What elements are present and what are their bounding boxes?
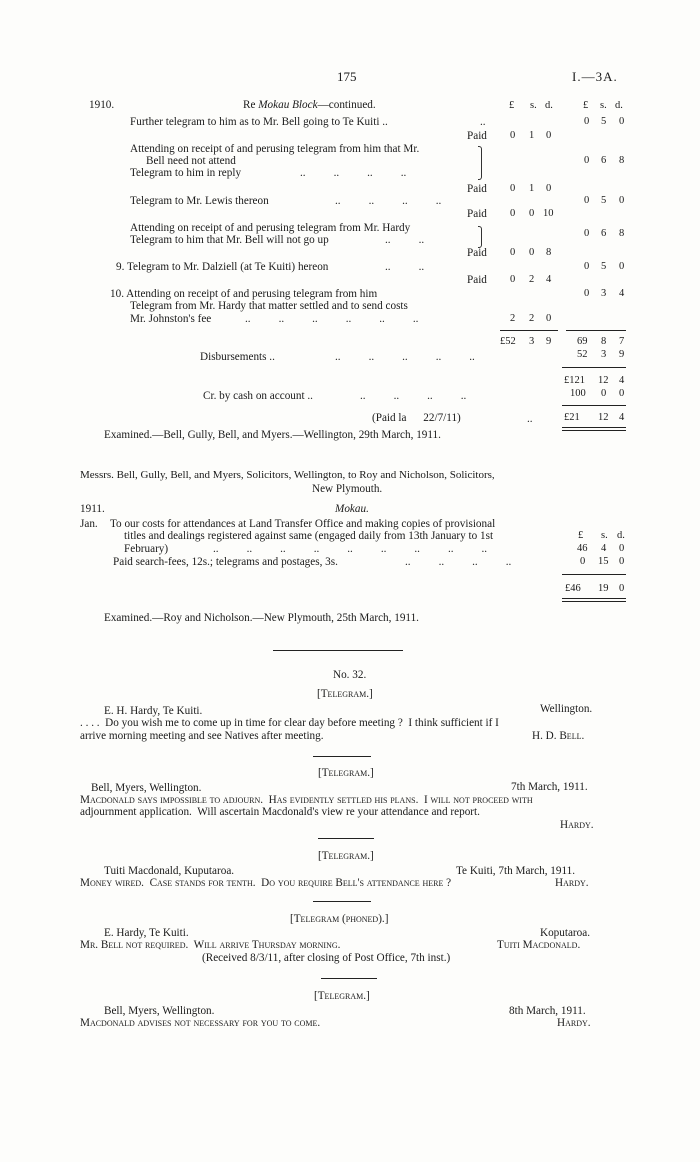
total-shillings: 19 (598, 583, 609, 594)
entry-line: Attending on receipt of and perusing telegram from him that Mr. (130, 143, 420, 155)
telegram-place: 7th March, 1911. (511, 781, 588, 793)
amount-shillings: 2 (529, 274, 535, 285)
total-pounds: £46 (565, 583, 581, 594)
amount-pounds: 0 (584, 195, 590, 206)
total-shillings: 12 (598, 375, 609, 386)
leader-dots: .. .. .. .. .. (335, 351, 475, 363)
col-pounds: £ (578, 530, 584, 541)
telegram-divider (313, 756, 371, 757)
amount-pounds: 0 (510, 208, 516, 219)
amount-pence: 8 (619, 155, 625, 166)
amount-pounds: 0 (510, 247, 516, 258)
amount-pounds: 0 (584, 155, 590, 166)
col-pounds-1: £ (509, 100, 515, 111)
sum-rule (562, 574, 626, 575)
telegram-place: 8th March, 1911. (509, 1005, 586, 1017)
amount-shillings: 0 (529, 247, 535, 258)
entry-line: Telegram from Mr. Hardy that matter settled and to send costs (130, 300, 408, 312)
leader-dots: .. (480, 116, 486, 128)
amount-pounds: 0 (584, 116, 590, 127)
amount-shillings: 0 (601, 388, 607, 399)
account-year: 1911. (80, 503, 105, 515)
entry-line: 10. Attending on receipt of and perusing telegram from him (110, 288, 378, 300)
page-number: 175 (337, 69, 357, 84)
amount-shillings: 1 (529, 130, 535, 141)
double-rule (562, 598, 626, 599)
amount-pence: 9 (619, 349, 625, 360)
amount-pence: 0 (619, 261, 625, 272)
amount-pence: 0 (546, 130, 552, 141)
amount-shillings: 5 (601, 261, 607, 272)
telegram-body: Money wired. Case stands for tenth. Do you require Bell's attendance here ? (80, 877, 452, 889)
amount-shillings: 5 (601, 195, 607, 206)
amount-pence: 4 (546, 274, 552, 285)
examined-line: Examined.—Roy and Nicholson.—New Plymouth, 25th March, 1911. (104, 612, 419, 624)
account-title: Mokau. (335, 503, 369, 515)
entry-line: February) (124, 543, 169, 555)
telegram-signature: Hardy. (560, 819, 594, 831)
total-pounds: £121 (564, 375, 585, 386)
telegram-signature: Tuiti Macdonald. (497, 939, 581, 951)
entry-line: 9. Telegram to Mr. Dalziell (at Te Kuiti) hereon (116, 261, 329, 273)
amount-shillings: 3 (601, 288, 607, 299)
col-shillings-1: s. (530, 100, 537, 111)
account-year: 1910. (89, 99, 115, 111)
subtotal-shillings: 3 (529, 336, 535, 347)
entry-line: Telegram to him that Mr. Bell will not go up (130, 234, 329, 246)
amount-pence: 4 (619, 288, 625, 299)
amount-pence: 0 (619, 116, 625, 127)
col-pounds-2: £ (583, 100, 589, 111)
entry-line: Bell need not attend (146, 155, 236, 167)
telegram-addressee: E. Hardy, Te Kuiti. (104, 927, 189, 939)
paid-label: Paid (467, 208, 487, 220)
total-pence: 0 (619, 583, 625, 594)
amount-shillings: 15 (598, 556, 609, 567)
telegram-place: Te Kuiti, 7th March, 1911. (456, 865, 576, 877)
amount-shillings: 6 (601, 228, 607, 239)
paid-label: Paid (467, 247, 487, 259)
entry-line: Telegram to Mr. Lewis thereon (130, 195, 269, 207)
amount-pence: 0 (619, 195, 625, 206)
telegram-addressee: Bell, Myers, Wellington. (91, 782, 202, 794)
disbursements-label: Disbursements .. (200, 351, 275, 363)
telegram-body: Macdonald advises not necessary for you to come. (80, 1017, 321, 1029)
telegram-body: adjournment application. Will ascertain Macdonald's view re your attendance and report. (80, 806, 480, 818)
paid-label: Paid (467, 130, 487, 142)
telegram-heading: [Telegram.] (317, 688, 373, 700)
paid-note: (Paid la 22/7/11) (372, 412, 461, 424)
balance-pence: 4 (619, 412, 625, 423)
amount-pounds: 0 (584, 288, 590, 299)
leader-dots: .. .. .. .. .. .. .. .. .. (213, 543, 488, 555)
telegram-signature: Hardy. (555, 877, 589, 889)
telegram-heading: [Telegram.] (318, 850, 374, 862)
leader-dots: .. .. .. .. (300, 167, 407, 179)
telegram-signature: H. D. Bell. (532, 730, 585, 742)
telegram-body: Macdonald says impossible to adjourn. Has evidently settled his plans. I will not proceed with (80, 794, 533, 806)
leader-dots: .. .. .. .. .. .. (245, 313, 419, 325)
leader-dots: .. .. .. .. (405, 556, 512, 568)
telegram-addressee: E. H. Hardy, Te Kuiti. (104, 705, 203, 717)
col-pence: d. (617, 530, 625, 541)
paid-label: Paid (467, 274, 487, 286)
col-shillings-2: s. (600, 100, 607, 111)
section-number: No. 32. (333, 669, 367, 681)
amount-pounds: 0 (510, 183, 516, 194)
telegram-place: Wellington. (540, 703, 593, 715)
account-title: Re Mokau Block—continued. (243, 99, 376, 111)
leader-dots: .. .. .. .. (360, 390, 467, 402)
amount-shillings: 5 (601, 116, 607, 127)
amount-shillings: 1 (529, 183, 535, 194)
sum-rule (500, 330, 558, 331)
telegram-body: Mr. Bell not required. Will arrive Thursday morning. (80, 939, 341, 951)
credit-label: Cr. by cash on account .. (203, 390, 313, 402)
entry-line: Mr. Johnston's fee (130, 313, 212, 325)
telegram-body: . . . . Do you wish me to come up in time for clear day before meeting ? I think sufficient if I (80, 717, 499, 729)
telegram-divider (321, 978, 377, 979)
leader-dots: .. (527, 413, 533, 425)
telegram-note: (Received 8/3/11, after closing of Post Office, 7th inst.) (202, 952, 451, 964)
double-rule (562, 427, 626, 428)
col-shillings: s. (601, 530, 608, 541)
entry-month: Jan. (80, 518, 98, 530)
leader-dots: .. .. (385, 234, 425, 246)
telegram-body: arrive morning meeting and see Natives after meeting. (80, 730, 324, 742)
document-ref: I.—3A. (572, 69, 618, 84)
entry-line: Paid search-fees, 12s.; telegrams and postages, 3s. (113, 556, 338, 568)
amount-pounds: 2 (510, 313, 516, 324)
col-pence-2: d. (615, 100, 623, 111)
amount-pounds: 0 (510, 274, 516, 285)
telegram-place: Koputaroa. (540, 927, 591, 939)
entry-line: Further telegram to him as to Mr. Bell going to Te Kuiti .. (130, 116, 388, 128)
balance-shillings: 12 (598, 412, 609, 423)
sum-rule (562, 367, 626, 368)
paid-label: Paid (467, 183, 487, 195)
amount-pounds: 0 (584, 228, 590, 239)
amount-pence: 0 (619, 388, 625, 399)
amount-pounds: 0 (584, 261, 590, 272)
amount-shillings: 0 (529, 208, 535, 219)
col-pence-1: d. (545, 100, 553, 111)
amount-pounds: 100 (570, 388, 586, 399)
amount-pounds: 46 (577, 543, 588, 554)
telegram-signature: Hardy. (557, 1017, 591, 1029)
telegram-heading: [Telegram.] (318, 767, 374, 779)
bracket (478, 146, 482, 180)
telegram-divider (313, 901, 371, 902)
entry-line: Telegram to him in reply (130, 167, 242, 179)
telegram-divider (318, 838, 374, 839)
subtotal-pounds: 69 (577, 336, 588, 347)
balance-pounds: £21 (564, 412, 580, 423)
amount-shillings: 4 (601, 543, 607, 554)
amount-pounds: 52 (577, 349, 588, 360)
amount-pounds: 0 (580, 556, 586, 567)
telegram-addressee: Bell, Myers, Wellington. (104, 1005, 215, 1017)
entry-line: To our costs for attendances at Land Transfer Office and making copies of provisional (110, 518, 496, 530)
telegram-heading: [Telegram.] (314, 990, 370, 1002)
subtotal-pence: 9 (546, 336, 552, 347)
amount-shillings: 3 (601, 349, 607, 360)
amount-shillings: 2 (529, 313, 535, 324)
telegram-addressee: Tuiti Macdonald, Kuputaroa. (104, 865, 235, 877)
account-heading-place: New Plymouth. (312, 483, 383, 495)
bracket (478, 226, 482, 248)
amount-pence: 0 (619, 543, 625, 554)
examined-line: Examined.—Bell, Gully, Bell, and Myers.—Wellington, 29th March, 1911. (104, 429, 441, 441)
amount-pence: 8 (546, 247, 552, 258)
double-rule (562, 601, 626, 602)
subtotal-pounds: £52 (500, 336, 516, 347)
amount-pence: 10 (543, 208, 554, 219)
amount-pounds: 0 (510, 130, 516, 141)
amount-pence: 0 (546, 313, 552, 324)
telegram-heading: [Telegram (phoned).] (290, 913, 389, 925)
amount-shillings: 6 (601, 155, 607, 166)
amount-pence: 0 (619, 556, 625, 567)
sum-rule (562, 405, 626, 406)
subtotal-pence: 7 (619, 336, 625, 347)
amount-pence: 0 (546, 183, 552, 194)
section-divider (273, 650, 403, 651)
sum-rule (566, 330, 626, 331)
leader-dots: .. .. .. .. (335, 195, 442, 207)
double-rule (562, 430, 626, 431)
account-heading: Messrs. Bell, Gully, Bell, and Myers, Solicitors, Wellington, to Roy and Nicholson, Solicitors, (80, 469, 495, 481)
amount-pence: 8 (619, 228, 625, 239)
leader-dots: .. .. (385, 261, 425, 273)
entry-line: titles and dealings registered against same (engaged daily from 13th January to 1st (124, 530, 494, 542)
entry-line: Attending on receipt of and perusing telegram from Mr. Hardy (130, 222, 411, 234)
subtotal-shillings: 8 (601, 336, 607, 347)
total-pence: 4 (619, 375, 625, 386)
